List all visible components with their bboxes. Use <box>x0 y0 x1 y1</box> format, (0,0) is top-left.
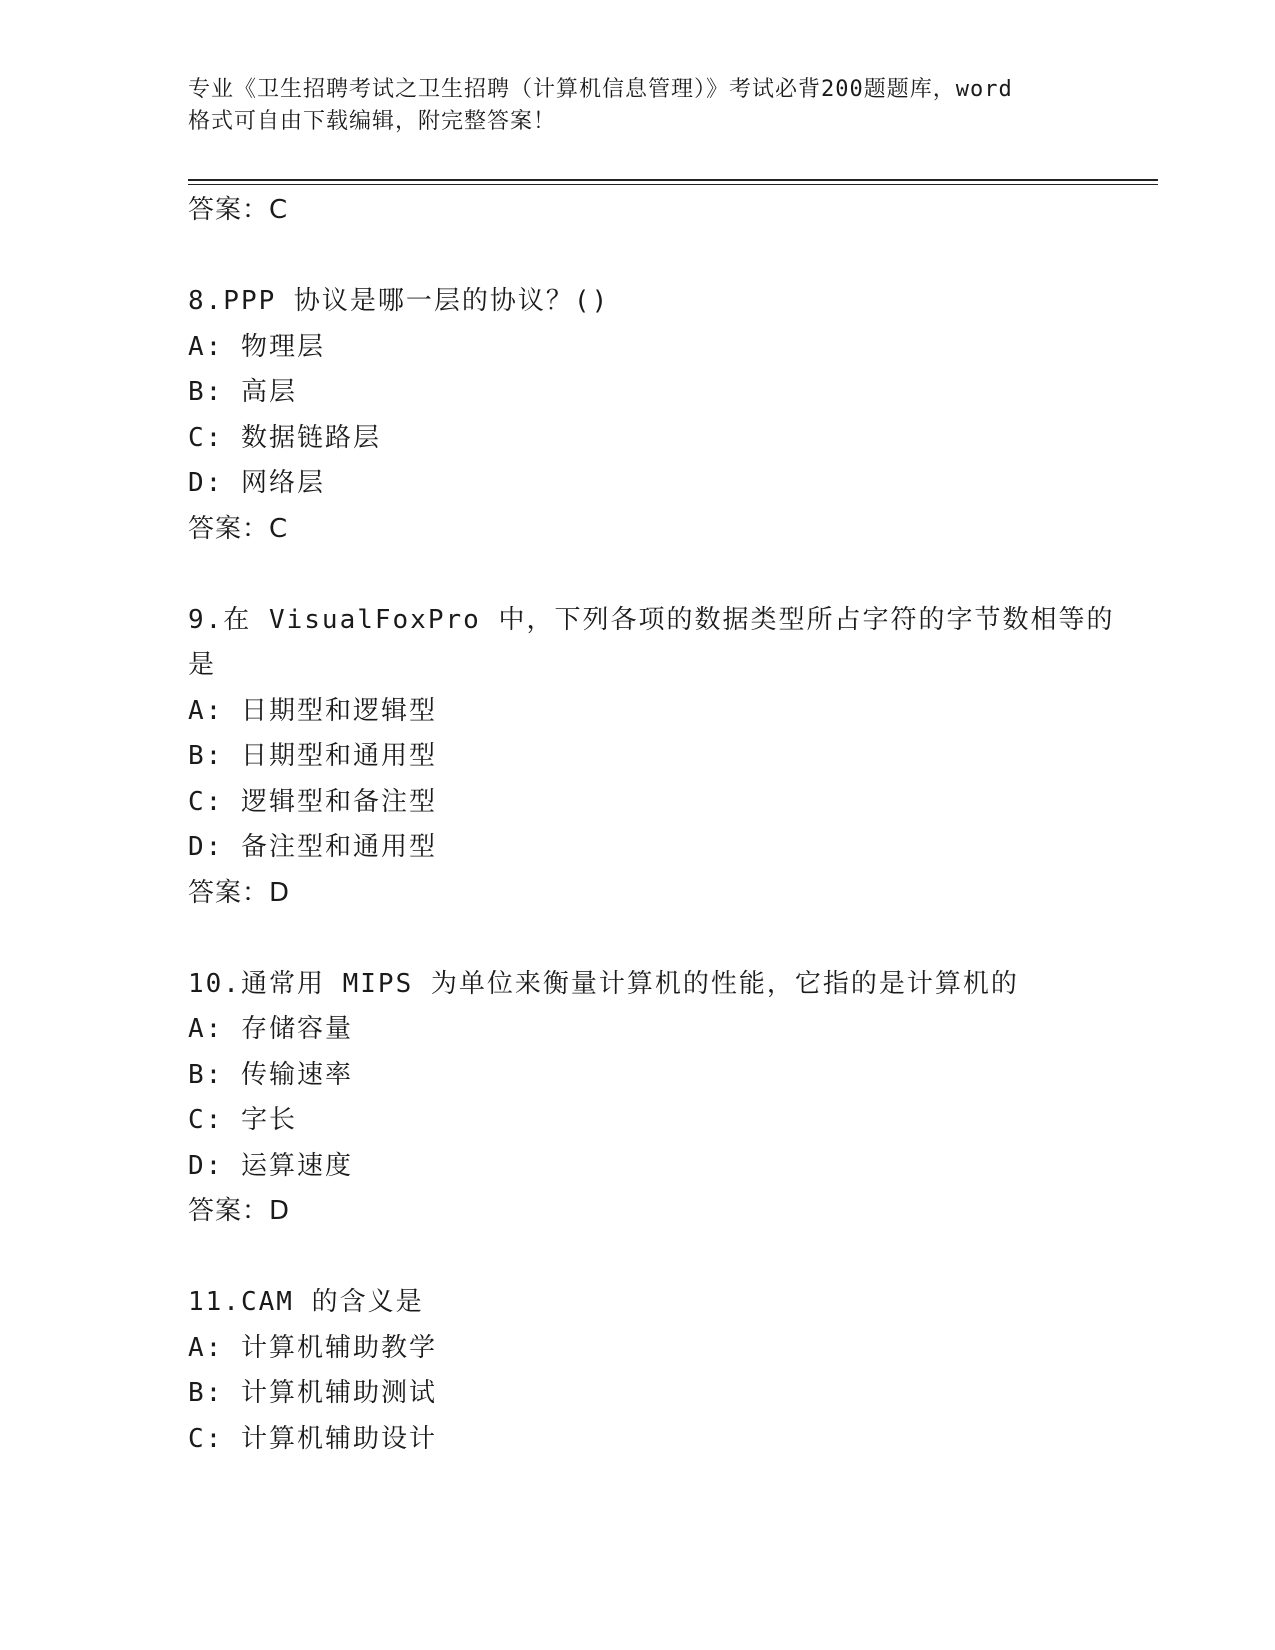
answer-line: 答案：D <box>188 1196 291 1226</box>
header-line-2: 格式可自由下载编辑，附完整答案！ <box>188 109 557 134</box>
option-a: A: 日期型和逻辑型 <box>188 695 437 726</box>
answer-line: 答案：C <box>188 195 289 225</box>
question-stem: 11.CAM 的含义是 <box>188 1287 424 1317</box>
question-stem: 9.在 VisualFoxPro 中，下列各项的数据类型所占字符的字节数相等的 <box>188 604 1115 635</box>
question-stem: 8.PPP 协议是哪一层的协议？() <box>188 286 610 316</box>
header-line-1: 专业《卫生招聘考试之卫生招聘（计算机信息管理）》考试必背200题题库，word <box>188 77 1013 102</box>
answer-line: 答案：C <box>188 513 289 544</box>
option-d: D: 运算速度 <box>188 1150 353 1181</box>
question-block <box>188 598 1148 917</box>
option-b: B: 传输速率 <box>188 1059 353 1090</box>
question-block <box>188 1280 1148 1462</box>
spacer <box>188 234 1148 280</box>
spacer <box>188 1235 1148 1281</box>
option-b: B: 计算机辅助测试 <box>188 1378 437 1408</box>
option-a: A: 存储容量 <box>188 1014 353 1044</box>
document-header <box>188 74 1088 138</box>
option-b: B: 日期型和通用型 <box>188 741 437 771</box>
spacer <box>188 916 1148 962</box>
option-b: B: 高层 <box>188 377 297 407</box>
option-c: C: 计算机辅助设计 <box>188 1423 437 1454</box>
question-stem-continued: 是 <box>188 650 217 680</box>
question-stem: 10.通常用 MIPS 为单位来衡量计算机的性能，它指的是计算机的 <box>188 968 1019 999</box>
answer-line: 答案：D <box>188 877 291 908</box>
option-d: D: 备注型和通用型 <box>188 832 437 862</box>
option-d: D: 网络层 <box>188 468 325 498</box>
question-block <box>188 962 1148 1235</box>
header-divider-thick <box>188 179 1158 181</box>
option-c: C: 数据链路层 <box>188 422 381 453</box>
option-a: A: 计算机辅助教学 <box>188 1332 437 1363</box>
question-block <box>188 279 1148 552</box>
question-list <box>188 188 1148 1462</box>
option-c: C: 逻辑型和备注型 <box>188 786 437 817</box>
option-c: C: 字长 <box>188 1105 297 1135</box>
spacer <box>188 552 1148 598</box>
header-divider-thin <box>188 184 1158 185</box>
option-a: A: 物理层 <box>188 331 325 362</box>
